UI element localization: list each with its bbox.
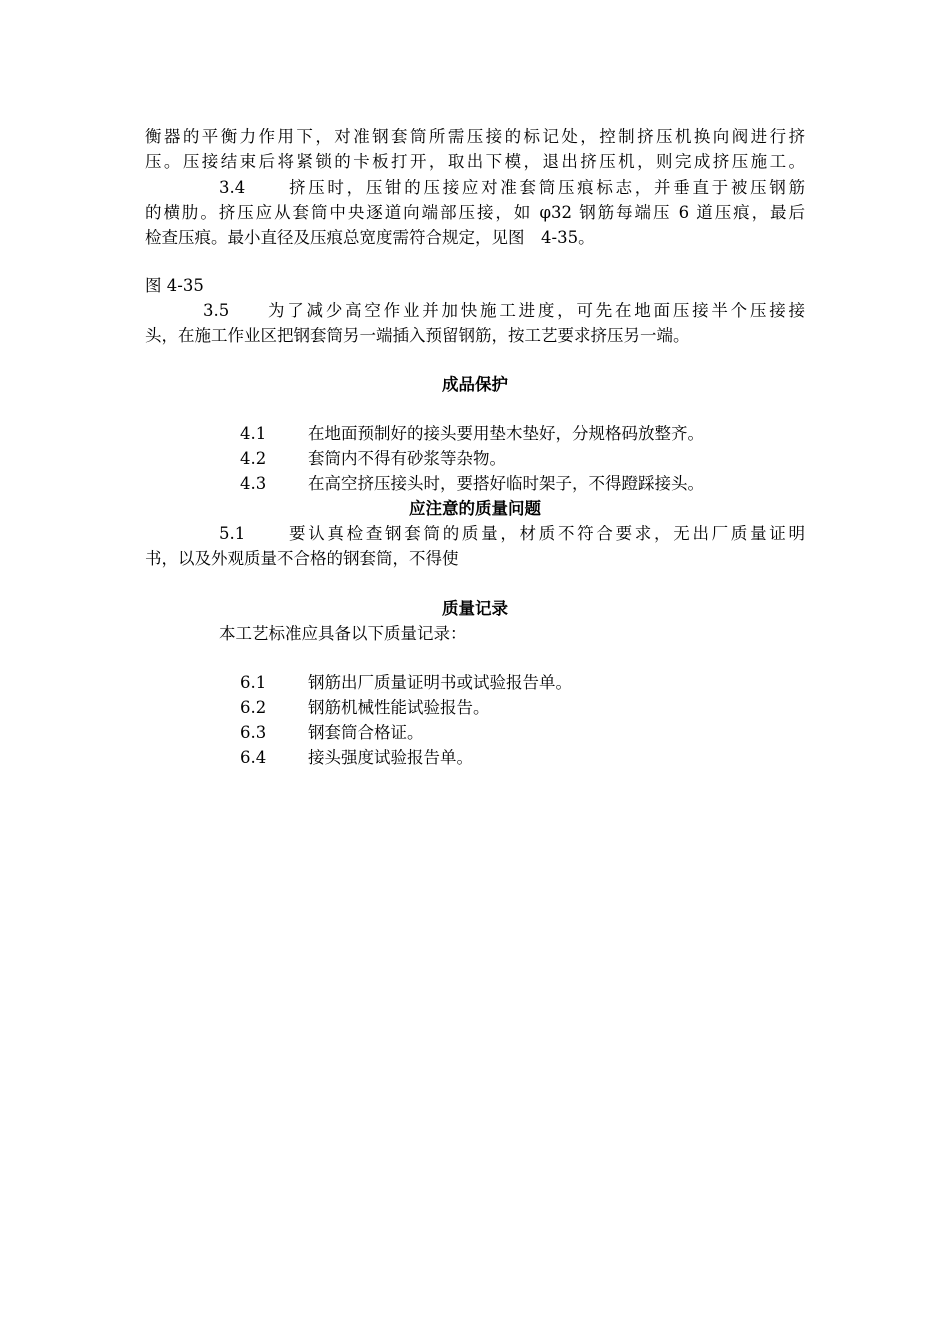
clause-3-4-number: 3.4: [219, 178, 246, 197]
item-number: 4.1: [239, 424, 267, 443]
section-5-title: 应注意的质量问题: [409, 499, 541, 518]
clause-3-5-line: 为了减少高空作业并加快施工进度，可先在地面压接半个压接接: [268, 301, 805, 320]
clause-3-4-line: 挤压时，压钳的压接应对准套筒压痕标志，并垂直于被压钢筋: [289, 178, 805, 197]
clause-5-1-line: 要认真检查钢套筒的质量，材质不符合要求，无出厂质量证明: [289, 524, 805, 543]
figure-label: 图 4-35: [145, 276, 204, 295]
item-number: 6.1: [239, 673, 267, 692]
clause-3-4-line: 的横肋。挤压应从套筒中央逐道向端部压接，如 φ32 钢筋每端压 6 道压痕，最后: [145, 203, 805, 222]
clause-3-5-line: 头，在施工作业区把钢套筒另一端插入预留钢筋，按工艺要求挤压另一端。: [145, 326, 690, 345]
item-number: 6.4: [239, 748, 267, 767]
item-text: 钢筋出厂质量证明书或试验报告单。: [307, 673, 572, 692]
list-item: [219, 722, 473, 794]
clause-5-1-number: 5.1: [219, 524, 246, 543]
section-4-title: 成品保护: [442, 375, 508, 394]
item-number: 6.3: [239, 723, 267, 742]
clause-3-5-number: 3.5: [203, 301, 230, 320]
clause-3-4-line: 检查压痕。最小直径及压痕总宽度需符合规定，见图 4-35。: [145, 228, 595, 247]
item-number: 4.2: [239, 449, 267, 468]
section-6-title: 质量记录: [442, 599, 508, 618]
item-text: 接头强度试验报告单。: [307, 748, 473, 767]
item-number: 4.3: [239, 474, 267, 493]
item-text: 钢筋机械性能试验报告。: [307, 698, 490, 717]
item-text: 套筒内不得有砂浆等杂物。: [307, 449, 506, 468]
item-text: 钢套筒合格证。: [307, 723, 424, 742]
paragraph-line: 压。压接结束后将紧锁的卡板打开，取出下模，退出挤压机，则完成挤压施工。: [145, 152, 805, 171]
item-number: 6.2: [239, 698, 267, 717]
section-6-intro: 本工艺标准应具备以下质量记录：: [219, 624, 467, 643]
paragraph-line: 衡器的平衡力作用下，对准钢套筒所需压接的标记处，控制挤压机换向阀进行挤: [145, 127, 805, 146]
clause-5-1-line: 书，以及外观质量不合格的钢套筒，不得使: [145, 549, 459, 568]
item-text: 在地面预制好的接头要用垫木垫好，分规格码放整齐。: [307, 424, 704, 443]
item-text: 在高空挤压接头时，要搭好临时架子，不得蹬踩接头。: [307, 474, 704, 493]
